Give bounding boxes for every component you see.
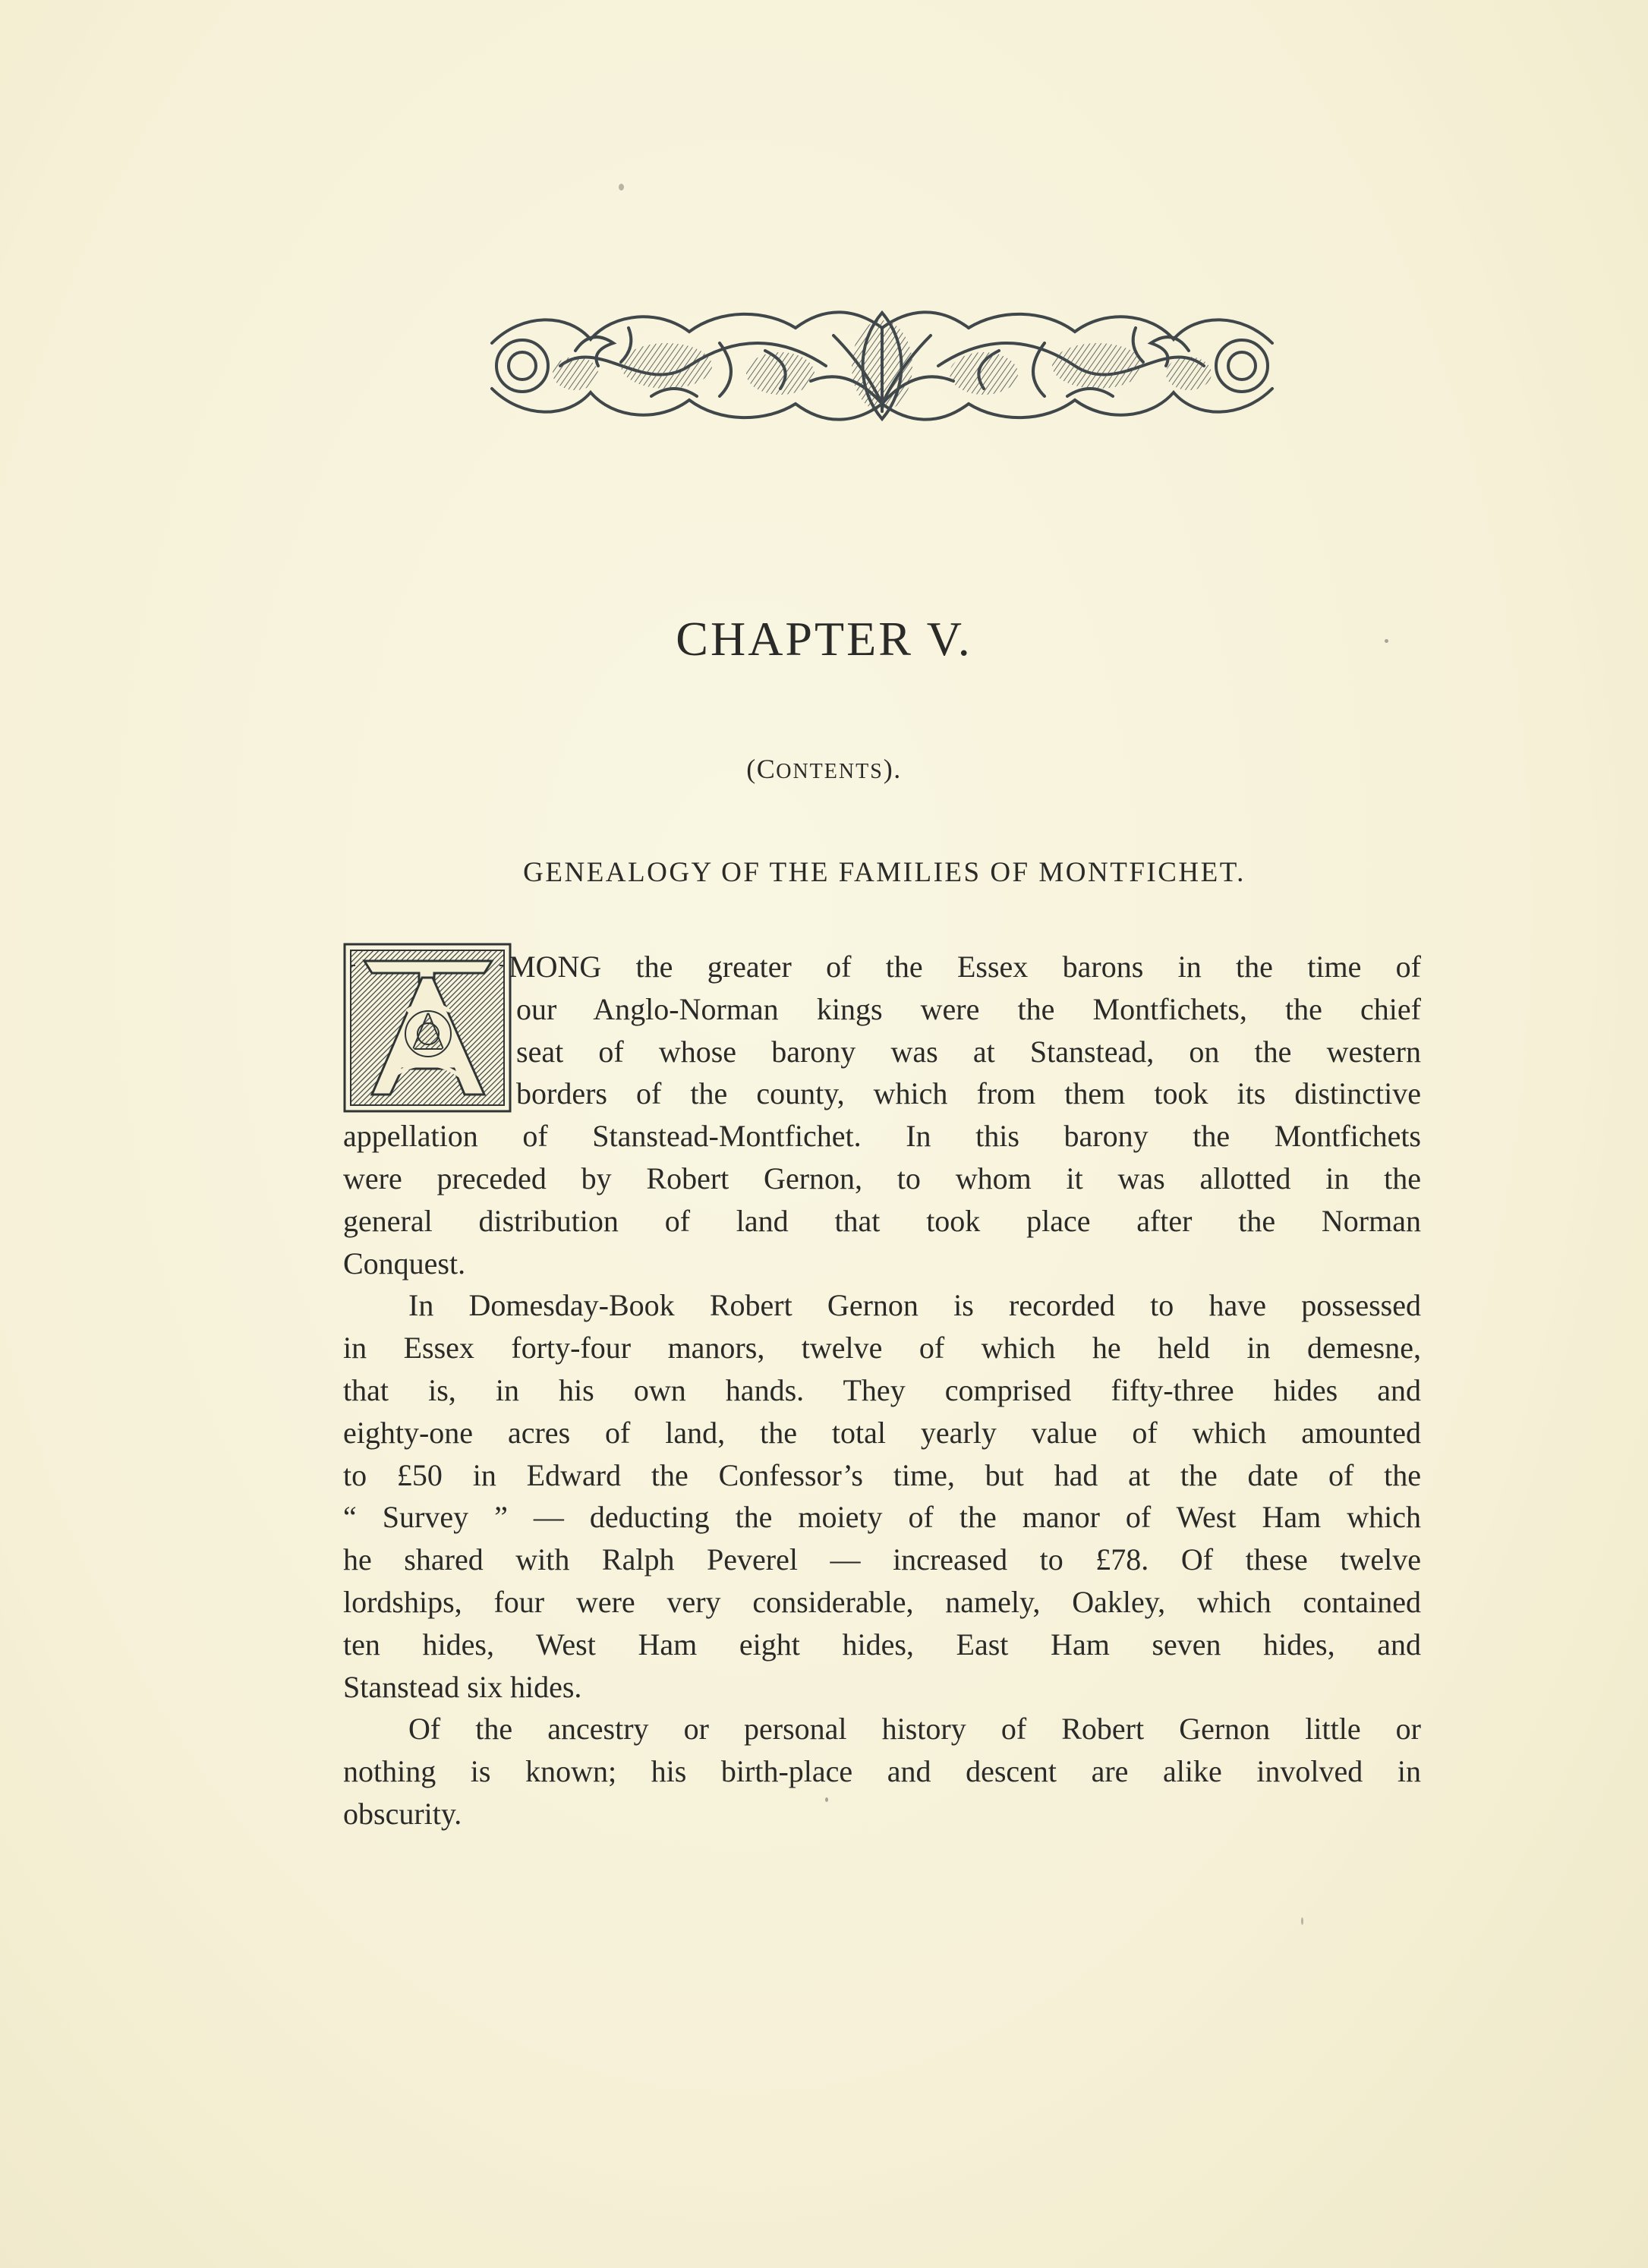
print-speck [619, 184, 624, 191]
body-line: in Essex forty-four manors, twelve of which he held in demesne, [343, 1331, 1421, 1366]
body-line: seat of whose barony was at Stanstead, on the western [516, 1034, 1421, 1069]
body-line: were preceded by Robert Gernon, to whom it was allotted in the [343, 1161, 1421, 1195]
body-line: Of the ancestry or personal history of Robert Gernon little or [408, 1712, 1421, 1747]
body-line: lordships, four were very considerable, namely, Oakley, which contained [343, 1584, 1421, 1619]
body-line: ten hides, West Ham eight hides, East Ham seven hides, and [343, 1627, 1421, 1662]
body-line: obscurity. [343, 1796, 462, 1831]
body-line: general distribution of land that took place after the Norman [343, 1203, 1421, 1238]
body-line: eighty-one acres of land, the total yearly value of which amounted [343, 1415, 1421, 1450]
section-heading: GENEALOGY OF THE FAMILIES OF MONTFICHET. [523, 857, 1246, 888]
body-line: appellation of Stanstead-Montfichet. In this barony the Montfichets [343, 1119, 1421, 1154]
body-line: he shared with Ralph Peverel — increased to £78. Of these twelve [343, 1542, 1421, 1577]
print-speck [1301, 1917, 1303, 1925]
body-line: borders of the county, which from them took its distinctive [516, 1076, 1421, 1111]
print-speck [825, 1797, 828, 1802]
body-line: “ Survey ” — deducting the moiety of the manor of West Ham which [343, 1500, 1421, 1535]
body-line: nothing is known; his birth-place and descent are alike involved in [343, 1754, 1421, 1789]
chapter-title: CHAPTER V. [676, 612, 972, 666]
body-line: In Domesday-Book Robert Gernon is recorded to have possessed [408, 1288, 1421, 1323]
body-line: our Anglo-Norman kings were the Montfichets, the chief [516, 991, 1421, 1026]
contents-label: (CONTENTS). [746, 754, 902, 784]
print-speck [1385, 639, 1388, 643]
body-line: Conquest. [343, 1246, 466, 1280]
body-line: to £50 in Edward the Confessor’s time, but had at the date of the [343, 1457, 1421, 1492]
body-line: MONG the greater of the Essex barons in the time of [509, 950, 1421, 984]
ornamental-headpiece-icon [477, 298, 1287, 433]
body-text [343, 946, 1421, 1835]
body-line: Stanstead six hides. [343, 1669, 582, 1704]
body-line: that is, in his own hands. They comprised fifty-three hides and [343, 1372, 1421, 1407]
